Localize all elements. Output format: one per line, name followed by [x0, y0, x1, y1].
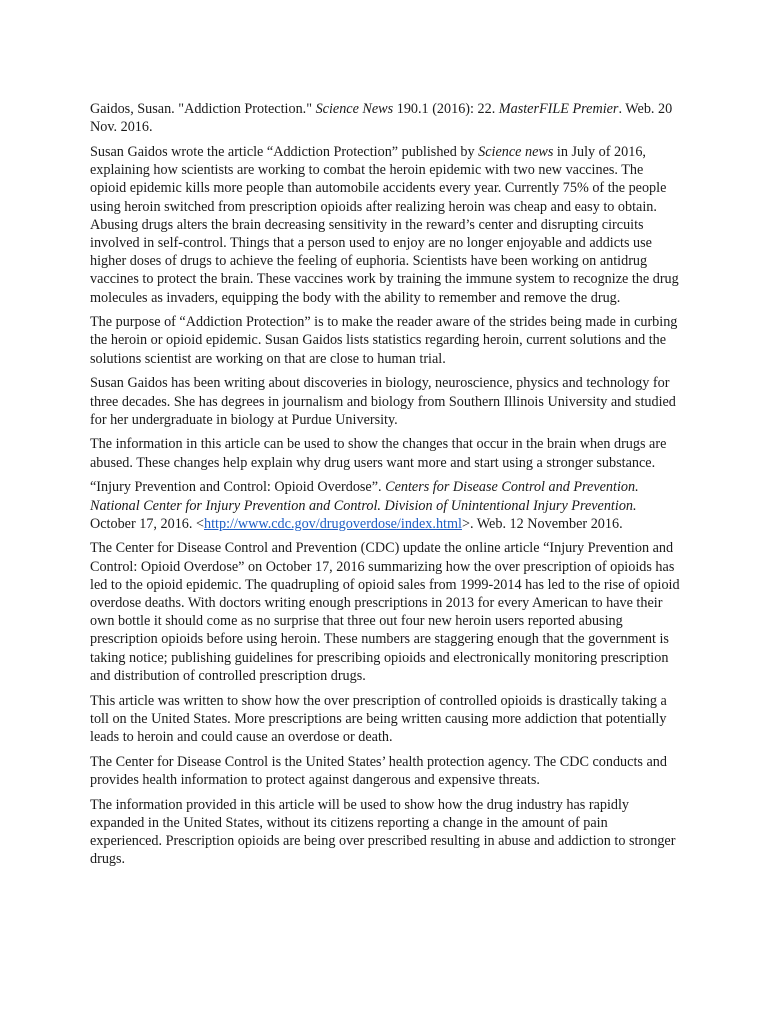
use-paragraph-gaidos: The information in this article can be used to show the changes that occur in the brain when drugs are abused. These changes help explain why drug users want more and start using a stronger substance. [90, 436, 667, 471]
summary-paragraph-cdc: The Center for Disease Control and Prevention (CDC) update the online article “Injury Prevention and Control: Opioid Overdose” on October 17, 2016 summarizing how the over prescription of opioids has led to the opioid epidemic. The quadrupling of opioid sales from 1999-2014 has led to the rise of opioid overdose deaths. With doctors writing enough prescriptions in 2013 for every American to have their own bottle it should come as no surprise that three out four new heroin users reported abusing prescription opioids before using heroin. These numbers are staggering enough that the government is taking notice; publishing guidelines for prescribing opioids and electronically monitoring prescription and distribution of controlled prescription drugs. [90, 540, 680, 684]
citation-cdc [90, 478, 680, 533]
cdc-url-link[interactable]: http://www.cdc.gov/drugoverdose/index.html [204, 515, 462, 532]
citation-title: “Injury Prevention and Control: Opioid Overdose”. [90, 479, 386, 496]
citation-access-date: >. Web. 12 November 2016. [461, 515, 623, 532]
citation-access-date: . Web. 20 Nov. 2016. [90, 101, 673, 136]
summary-text: Susan Gaidos wrote the article “Addiction Protection” published by [90, 143, 479, 160]
author-paragraph-gaidos: Susan Gaidos has been writing about discoveries in biology, neuroscience, physics and technology for three decades. She has degrees in journalism and biology from Southern Illinois University and studied for her undergraduate in biology at Purdue University. [90, 375, 676, 428]
citation-source: Centers for Disease Control and Prevention. National Center for Injury Prevention and Control. Division of Unintentional Injury Prevention. [90, 479, 639, 514]
author-paragraph-cdc: The Center for Disease Control is the United States’ health protection agency. The CDC conducts and provides health information to protect against dangerous and expensive threats. [90, 753, 667, 788]
citation-database: MasterFILE Premier [498, 101, 619, 117]
purpose-paragraph-gaidos: The purpose of “Addiction Protection” is to make the reader aware of the strides being made in curbing the heroin or opioid epidemic. Susan Gaidos lists statistics regarding heroin, current solutions and the solutions scientist are working on that are close to human trial. [90, 314, 678, 367]
document-page [90, 100, 680, 875]
summary-text-cont: in July of 2016, explaining how scientists are working to combat the heroin epidemic with two new vaccines. The opioid epidemic kills more people than automobile accidents every year. Currently 75% of the people using heroin switched from prescription opioids after realizing heroin was cheap and easy to obtain. Abusing drugs alters the brain decreasing sensitivity in the reward’s center and disrupting circuits involved in self-control. Things that a person used to enjoy are no longer enjoyable and addicts use higher doses of drugs to achieve the feeling of euphoria. Scientists have been working on antidrug vaccines to protect the brain. These vaccines work by training the immune system to recognize the drug molecules as invaders, equipping the body with the ability to remember and remove the drug. [90, 143, 679, 306]
citation-journal: Science News [315, 101, 394, 117]
use-paragraph-cdc: The information provided in this article will be used to show how the drug industry has rapidly expanded in the United States, without its citizens reporting a change in the amount of pain experienced. Prescription opioids are being over prescribed resulting in abuse and addiction to stronger drugs. [90, 796, 676, 868]
citation-date: October 17, 2016. < [90, 515, 204, 532]
citation-author-title: Gaidos, Susan. "Addiction Protection." [90, 101, 316, 117]
summary-journal: Science news [478, 143, 554, 160]
purpose-paragraph-cdc: This article was written to show how the over prescription of controlled opioids is drastically taking a toll on the United States. More prescriptions are being written causing more addiction that potentially leads to heroin and could cause an overdose or death. [90, 692, 667, 745]
citation-gaidos [90, 100, 680, 136]
citation-issue: 190.1 (2016): 22. [393, 101, 499, 117]
summary-paragraph-gaidos [90, 143, 680, 307]
